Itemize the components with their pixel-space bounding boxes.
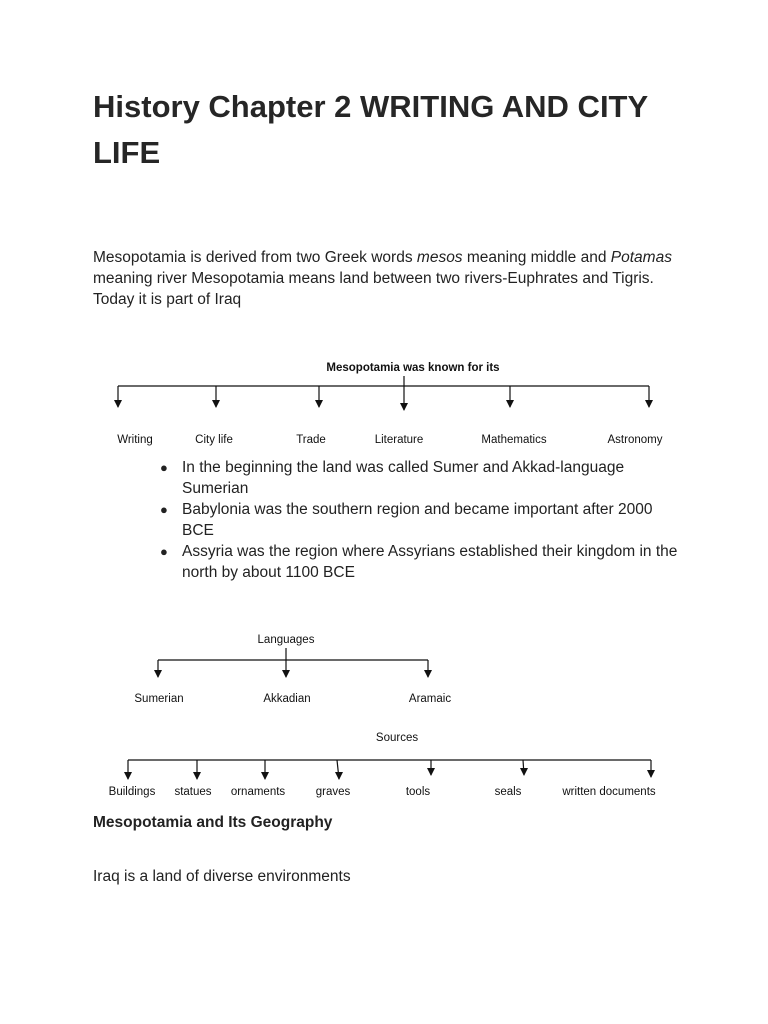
language-item-aramaic: Aramaic [408,693,452,705]
bullet-icon: ● [160,544,168,559]
source-item-buildings: Buildings [108,786,156,798]
list-item [160,499,680,541]
source-item-ornaments: ornaments [230,786,286,798]
source-item-statues: statues [174,786,212,798]
language-item-akkadian: Akkadian [263,693,311,705]
bullet-icon: ● [160,460,168,475]
intro-term-mesos: mesos [416,249,463,266]
known-for-diagram-group [117,362,663,446]
known-for-item-city-life: City life [195,434,233,446]
known-for-item-mathematics: Mathematics [481,434,547,446]
sources-heading: Sources [375,732,419,744]
list-item-text: In the beginning the land was called Sumer and Akkad-language Sumerian [182,459,625,497]
known-for-item-astronomy: Astronomy [607,434,663,446]
language-item-sumerian: Sumerian [134,693,184,705]
known-for-heading: Mesopotamia was known for its [326,362,500,374]
intro-text-3: meaning river Mesopotamia means land between two rivers-Euphrates and Tigris. Today it is part of Iraq [93,270,654,308]
page-title: History Chapter 2 WRITING AND CITY LIFE [93,89,648,170]
source-item-seals: seals [494,786,522,798]
known-for-item-trade: Trade [296,434,326,446]
intro-term-potamas: Potamas [610,249,672,266]
known-for-item-literature: Literature [374,434,424,446]
section-heading-geography: Mesopotamia and Its Geography [93,814,333,831]
intro-paragraph [93,247,693,310]
intro-text-1: Mesopotamia is derived from two Greek words [93,249,417,266]
geography-paragraph: Iraq is a land of diverse environments [93,868,351,885]
list-item [160,541,680,583]
sources-arrow [337,760,339,779]
list-item-text: Babylonia was the southern region and became important after 2000 BCE [182,501,653,539]
bullet-icon: ● [160,502,168,517]
languages-heading: Languages [257,634,315,646]
intro-text-2: meaning middle and [462,249,611,266]
source-item-written-documents: written documents [562,786,656,798]
list-item [160,457,680,499]
source-item-graves: graves [315,786,351,798]
regions-bullet-list [160,457,680,583]
sources-diagram [109,732,656,798]
list-item-text: Assyria was the region where Assyrians established their kingdom in the north by about 1100 BCE [182,543,678,581]
sources-arrow [523,760,524,775]
source-item-tools: tools [405,786,431,798]
known-for-item-writing: Writing [117,434,153,446]
languages-diagram [134,634,451,705]
